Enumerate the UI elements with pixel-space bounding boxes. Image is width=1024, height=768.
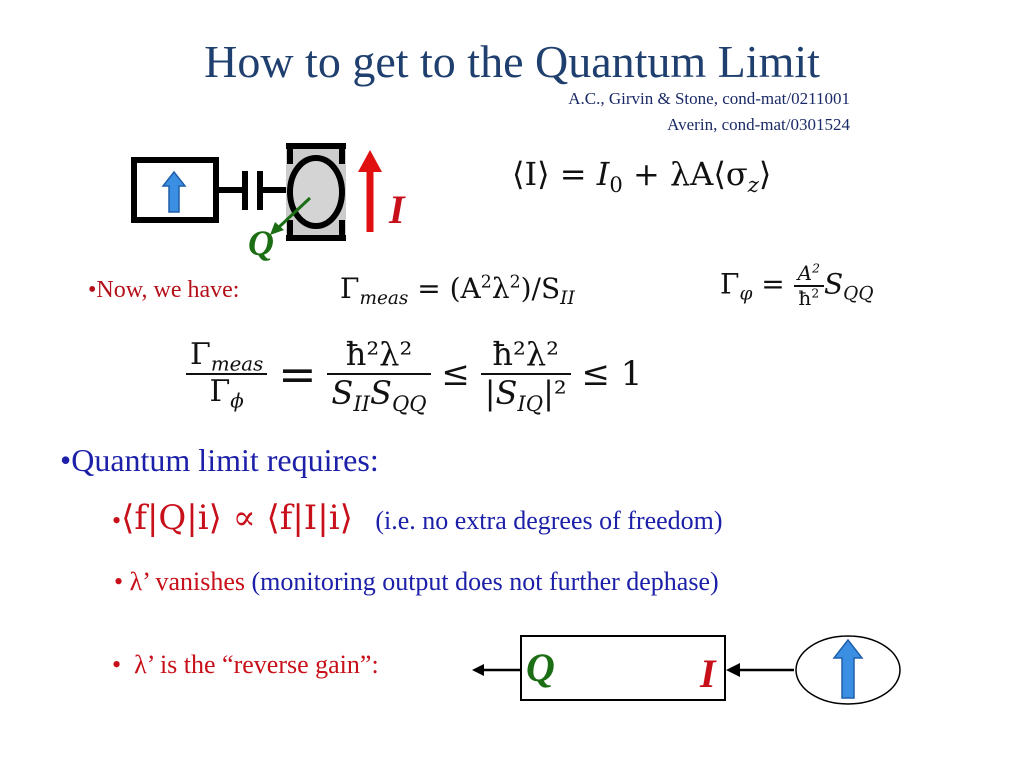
qubit-detector-diagram bbox=[120, 138, 430, 278]
now-we-have-bullet: •Now, we have: bbox=[88, 277, 240, 303]
requirement-reverse-gain: • λ’ is the “reverse gain”: bbox=[112, 650, 379, 679]
left-arrowhead-icon bbox=[472, 664, 484, 676]
detector-island bbox=[290, 158, 342, 226]
reverse-gain-q-label: Q bbox=[526, 645, 555, 690]
dephasing-rate-equation: $\Gamma_\varphi$ = $\frac{A^2}{ħ^2}$ $S_{QQ}$ bbox=[720, 260, 874, 310]
arrowhead-icon bbox=[726, 663, 740, 677]
citation-2: Averin, cond-mat/0301524 bbox=[667, 115, 850, 134]
measurement-rate-equation: $\Gamma_{meas} = (A^2\lambda^2)/S_{II}$ bbox=[340, 272, 575, 309]
quantum-limit-inequality: $\frac{\Gamma_{meas}}{\Gamma_\phi}$ = $\frac{\text{ħ²λ²}}{S_{II}S_{QQ}}$ ≤ $\frac{\text{ħ²λ²}}{|S_{IQ}|^2}$ ≤ 1 bbox=[186, 336, 642, 412]
requirement-lambda-vanishes: • λ’ vanishes (monitoring output does not further dephase) bbox=[114, 567, 719, 596]
qubit-up-arrow-icon bbox=[163, 172, 185, 212]
current-label: I bbox=[389, 187, 405, 232]
reverse-gain-i-label: I bbox=[700, 651, 716, 696]
slide-title: How to get to the Quantum Limit bbox=[204, 36, 820, 87]
citation-1: A.C., Girvin & Stone, cond-mat/0211001 bbox=[568, 89, 850, 108]
current-expectation-equation: ⟨I⟩ = $I_0$ + $\lambda A⟨\sigma_z⟩$ bbox=[512, 155, 772, 197]
quantum-limit-bullet: •Quantum limit requires: bbox=[60, 442, 379, 478]
requirement-matrix-elements: •⟨f|Q|i⟩ ∝ ⟨f|I|i⟩ (i.e. no extra degrees of freedom) bbox=[112, 498, 723, 538]
charge-label: Q bbox=[248, 223, 274, 263]
